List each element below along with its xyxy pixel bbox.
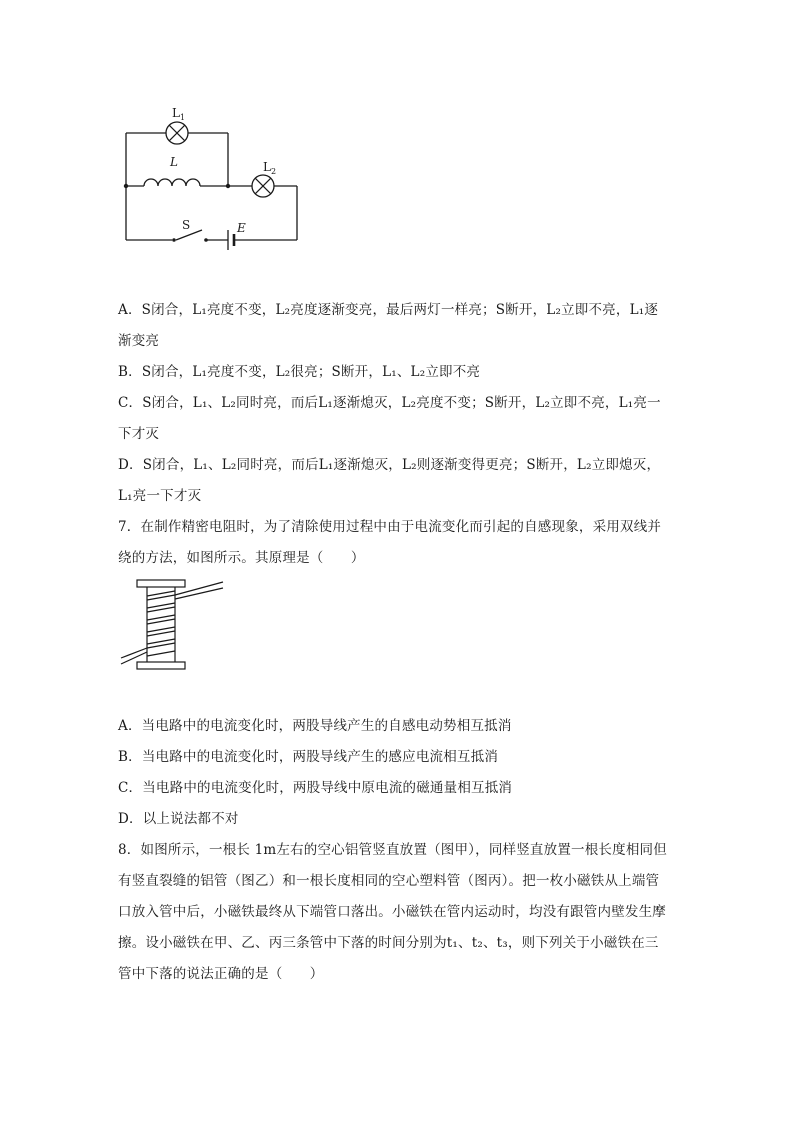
- circuit-svg: [110, 100, 310, 250]
- q7-option-b: B．当电路中的电流变化时，两股导线产生的感应电流相互抵消: [118, 749, 499, 765]
- q7-stem-line2: 绕的方法，如图所示。其原理是（ ）: [118, 550, 365, 566]
- label-l1-sub: 1: [180, 113, 186, 122]
- q8-stem-line2: 有竖直裂缝的铝管（图乙）和一根长度相同的空心塑料管（图丙）。把一枚小磁铁从上端管: [118, 873, 660, 889]
- q7-option-c: C．当电路中的电流变化时，两股导线中原电流的磁通量相互抵消: [118, 780, 513, 796]
- label-switch: S: [182, 218, 191, 232]
- lamp-l1-icon: [166, 122, 188, 144]
- label-inductor: L: [170, 155, 178, 169]
- q6-option-b: B．S闭合，L₁亮度不变，L₂很亮；S断开，L₁、L₂立即不亮: [118, 364, 481, 380]
- q6-option-a-line1: A．S闭合，L₁亮度不变，L₂亮度逐渐变亮，最后两灯一样亮；S断开，L₂立即不亮，L₁逐: [118, 302, 659, 318]
- q7-stem-line1: 7．在制作精密电阻时，为了清除使用过程中由于电流变化而引起的自感现象，采用双线并: [118, 519, 662, 535]
- q6-option-a-line2: 渐变亮: [118, 333, 160, 349]
- q7-option-d: D．以上说法都不对: [118, 811, 239, 827]
- q7-option-a: A．当电路中的电流变化时，两股导线产生的自感电动势相互抵消: [118, 718, 512, 734]
- coil-svg: [115, 578, 235, 674]
- label-source: E: [237, 221, 246, 235]
- circuit-diagram: [110, 100, 310, 250]
- q8-stem-line4: 擦。设小磁铁在甲、乙、丙三条管中下落的时间分别为t₁、t₂、t₃，则下列关于小磁铁在三: [118, 935, 659, 951]
- q6-option-d-line2: L₁亮一下才灭: [118, 488, 202, 504]
- q8-stem-line5: 管中下落的说法正确的是（ ）: [118, 966, 324, 982]
- q8-stem-line3: 口放入管中后，小磁铁最终从下端管口落出。小磁铁在管内运动时，均没有跟管内壁发生摩: [118, 904, 666, 920]
- q6-option-c-line2: 下才灭: [118, 426, 160, 442]
- label-l1: L: [172, 106, 180, 120]
- bifilar-coil-diagram: [115, 578, 235, 674]
- lamp-l2-icon: [252, 175, 274, 197]
- q8-stem-line1: 8．如图所示，一根长 1m左右的空心铝管竖直放置（图甲），同样竖直放置一根长度相同但: [118, 842, 667, 858]
- q6-option-d-line1: D．S闭合，L₁、L₂同时亮，而后L₁逐渐熄灭，L₂则逐渐变得更亮；S断开，L₂立即熄灭，: [118, 457, 661, 473]
- q6-option-c-line1: C．S闭合，L₁、L₂同时亮，而后L₁逐渐熄灭，L₂亮度不变；S断开，L₂立即不亮，L₁亮一: [118, 395, 661, 411]
- label-l2: L: [263, 160, 271, 174]
- label-l2-sub: 2: [271, 167, 277, 176]
